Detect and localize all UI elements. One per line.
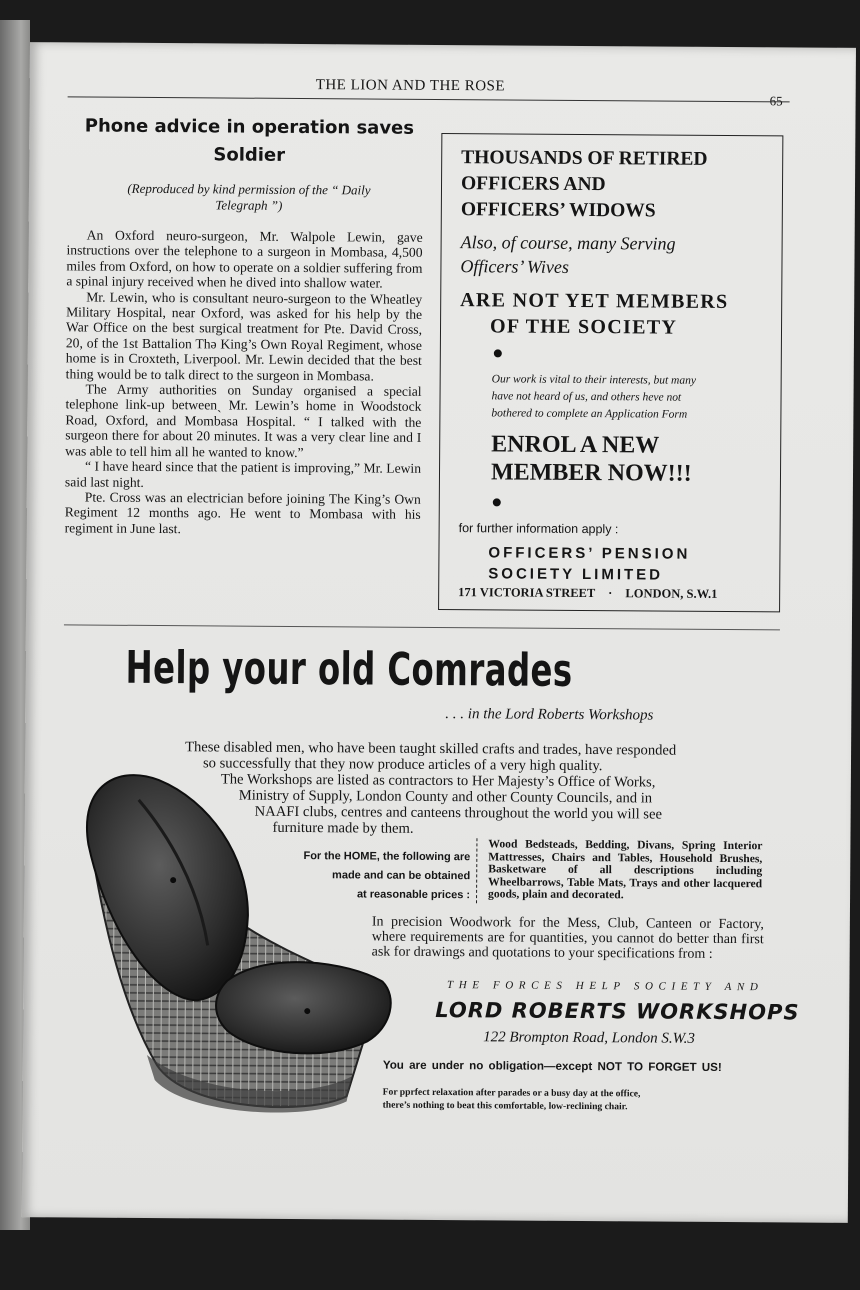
society-note (491, 371, 765, 424)
article-paragraph: “ I have heard since that the patient is improving,” Mr. Lewin said last night. (64, 458, 422, 490)
header-rule (68, 96, 790, 102)
society-name-line: SOCIETY LIMITED (488, 565, 664, 584)
article-paragraph: An Oxford neuro-surgeon, Mr. Walpole Lewin, gave instructions over the telephone to a surgeon in Mombasa, 4,500 miles from Oxford, on how to operate on a soldier suffering from a spinal injury received when he dived into shallow water. (66, 227, 423, 291)
workshops-address: 122 Brompton Road, London S.W.3 (483, 1029, 696, 1047)
obligation-line: You are under no obligation—except NOT TO FORGET US! (382, 1058, 722, 1074)
society-headline-line: THOUSANDS OF RETIRED (461, 147, 708, 170)
article-paragraph: Mr. Lewin, who is consultant neuro-surgeon to the Wheatley Military Hospital, near Oxford, was asked for his help by the War Office on the best surgical treatment for Pte. David Cross, 20, of the 1st Battalion Thə King’s Own Royal Regiment, whose home is in Croxteth, Liverpool. Mr. Lewin decided that the best thing would be to talk direct to the surgeon in Mombasa. (65, 289, 423, 384)
magazine-page (22, 42, 856, 1223)
bullet-dot (494, 349, 502, 357)
society-note-line: have not heard of us, and others heve not (491, 390, 682, 404)
article-credit (84, 180, 414, 214)
address-separator: · (608, 586, 613, 601)
society-members-line: ARE NOT YET MEMBERS (460, 289, 729, 313)
woodwork-paragraph: In precision Woodwork for the Mess, Club, Canteen or Factory, where requirements are for quantities, you cannot do better than first ask for drawings and quotations to your specifications from : (371, 914, 764, 962)
address-street: 171 VICTORIA STREET (458, 585, 596, 601)
society-headline (461, 145, 782, 225)
enrol-heading (491, 430, 771, 488)
ad-intro-line: These disabled men, who have been taught skilled crafts and trades, have responded (185, 739, 677, 759)
home-label-line: For the HOME, the following are (303, 850, 471, 864)
enrol-line: MEMBER NOW!!! (490, 459, 692, 487)
society-name (488, 542, 768, 586)
bullet-dot (493, 498, 501, 506)
wicker-chair-illustration (76, 764, 399, 1126)
ad-subtitle: . . . in the Lord Roberts Workshops (445, 706, 654, 724)
article-title-line: Soldier (213, 144, 286, 166)
society-note-line: Our work is vital to their interests, but many (491, 373, 697, 387)
ad-intro-line: furniture made by them. (272, 819, 414, 837)
ad-intro-line: The Workshops are listed as contractors to Her Majesty’s Office of Works, (220, 771, 656, 791)
ad-intro-line: so successfully that they now produce articles of a very high quality. (202, 755, 603, 775)
article-body (65, 227, 423, 538)
society-name-line: OFFICERS’ PENSION (488, 544, 691, 563)
ad-title: Help your old Comrades (125, 640, 573, 697)
home-label (292, 847, 470, 905)
chair-caption-line: there’s nothing to beat this comfortable, low-reclining chair. (382, 1099, 628, 1113)
home-label-line: at reasonable prices : (356, 888, 471, 902)
ad-intro-line: Ministry of Supply, London County and other County Councils, and in (238, 787, 653, 807)
page-number: 65 (769, 93, 783, 109)
article-paragraph: Pte. Cross was an electrician before joining The King’s Own Regiment 12 months ago. He went to Mombasa with his regiment in June last. (64, 489, 421, 536)
society-headline-line: OFFICERS’ WIDOWS (460, 199, 656, 222)
ad-intro-line: NAAFI clubs, centres and canteens throughout the world you will see (254, 803, 663, 823)
home-list-divider (476, 838, 479, 903)
society-members-line: OF THE SOCIETY (489, 315, 678, 339)
home-products-list: Wood Bedsteads, Bedding, Divans, Spring Interior Mattresses, Chairs and Tables, Household Brushes, Basketware of all descriptions including Wheelbarrows, Table Mats, Trays and other lacquered goods, plain and decorated. (488, 837, 763, 902)
address-city: LONDON, S.W.1 (625, 586, 718, 601)
section-divider (64, 624, 780, 630)
workshops-name: LORD ROBERTS WORKSHOPS (435, 997, 800, 1025)
article-credit-line: Telegraph ”) (215, 197, 283, 213)
article-title (69, 112, 429, 171)
society-note-line: bothered to complete an Application Form (491, 407, 688, 421)
enrol-line: ENROL A NEW (491, 431, 660, 459)
home-label-line: made and can be obtained (332, 869, 471, 883)
chair-caption (383, 1086, 763, 1115)
article-credit-line: (Reproduced by kind permission of the “ Daily (127, 180, 371, 198)
chair-caption-line: For pprfect relaxation after parades or a busy day at the office, (382, 1086, 641, 1100)
society-members-heading (460, 287, 780, 341)
society-address (458, 585, 778, 602)
society-headline-line: OFFICERS AND (460, 173, 606, 196)
article-paragraph: The Army authorities on Sunday organised a special telephone link-up betweenˎ Mr. Lewin’s home in Woodstock Road, Oxford, and Mombasa Hospital. “ I talked with the surgeon there for about 20 minutes. It was a very clear line and I was able to tell him all he wanted to know.” (65, 381, 422, 460)
wicker-chair-image (76, 764, 399, 1126)
article-title-line: Phone advice in operation saves (84, 115, 415, 139)
society-subhead-line: Also, of course, many Serving (460, 232, 676, 254)
society-subhead (460, 230, 780, 280)
forces-help-society: THE FORCES HELP SOCIETY AND (446, 979, 764, 994)
apply-text: for further information apply : (458, 521, 619, 537)
running-head: THE LION AND THE ROSE (315, 77, 506, 95)
society-subhead-line: Officers’ Wives (460, 256, 570, 277)
